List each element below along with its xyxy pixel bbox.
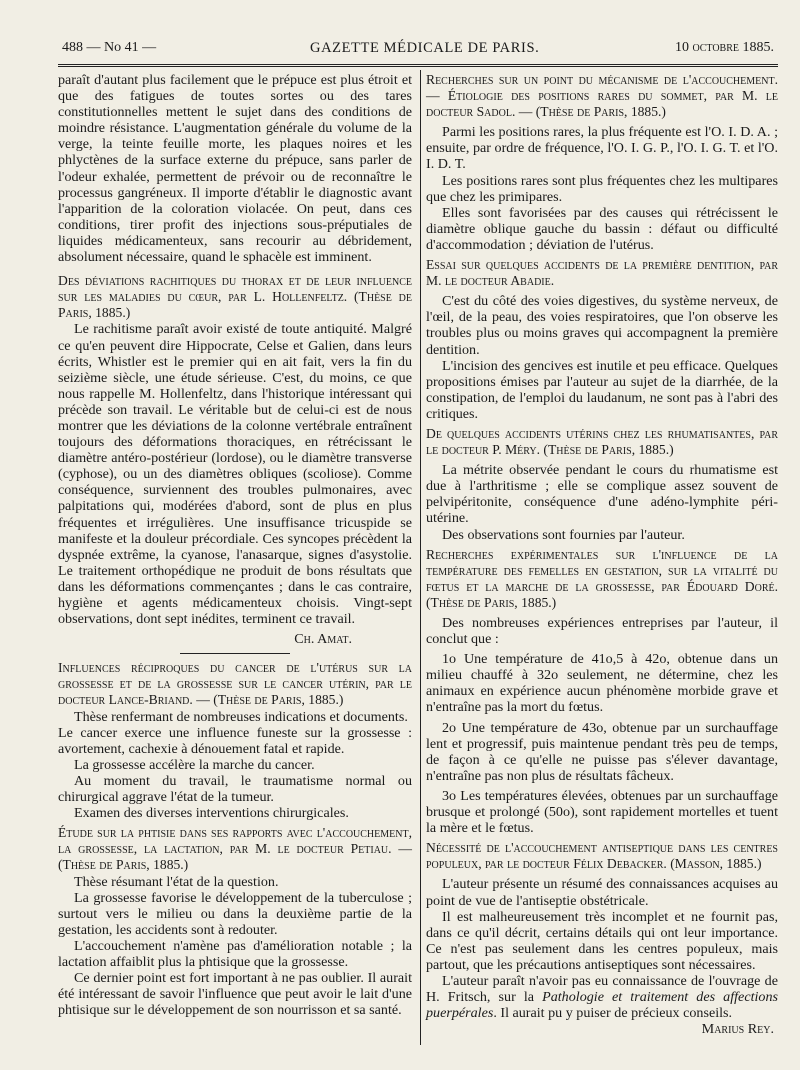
paragraph: Des observations sont fournies par l'auteur. bbox=[442, 526, 685, 543]
paragraph: Le cancer exerce une influence funeste sur la grossesse : avortement, cachexie à dénouement fatal et rapide. bbox=[58, 724, 412, 757]
paragraph: C'est du côté des voies digestives, du système nerveux, de l'œil, de la peau, des voies respiratoires, que l'on observe les troubles plus ou moins graves qui accompagnent la première dentition. bbox=[426, 293, 778, 358]
paragraph: L'auteur présente un résumé des connaissances acquises au point de vue de l'antiseptie obstétricale. bbox=[426, 876, 778, 909]
paragraph: La métrite observée pendant le cours du rhumatisme est due à l'arthritisme ; elle se complique assez souvent de pelvipéritonite, conséquence d'une adéno-lymphite péri-utérine. bbox=[426, 462, 778, 527]
section-heading: Recherches expérimentales sur l'influence de la température des femelles en gestation, sur la vitalité du fœtus et la marche de la grossesse, par Édouard Doré. (Thèse de Paris, 1885.) bbox=[426, 546, 778, 610]
paragraph: Elles sont favorisées par des causes qui rétrécissent le diamètre oblique gauche du bassin : défaut ou difficulté d'accommodation ; déviation de l'utérus. bbox=[426, 204, 778, 253]
paragraph: Thèse renfermant de nombreuses indications et documents. bbox=[74, 708, 408, 725]
section-heading: De quelques accidents utérins chez les rhumatisantes, par le docteur P. Méry. (Thèse de Paris, 1885.) bbox=[426, 425, 778, 458]
paragraph: Il est malheureusement très incomplet et ne fournit pas, dans ce qu'il décrit, certains détails qui ont leur importance. Ce n'est pas seulement dans les centres populeux, mais partout, que les précautions antiseptiques sont nécessaires. bbox=[426, 908, 778, 973]
page-number: 488 bbox=[62, 40, 83, 55]
paragraph: Parmi les positions rares, la plus fréquente est l'O. I. D. A. ; ensuite, par ordre de fréquence, l'O. I. G. P., l'O. I. G. T. et l'O. I. D. T. bbox=[426, 124, 778, 173]
paragraph: Les positions rares sont plus fréquentes chez les multipares que chez les primipares. bbox=[426, 172, 778, 205]
text-run: L'auteur paraît n'avoir pas eu connaissance de l'ouvrage de H. Fritsch, sur la bbox=[426, 972, 778, 1006]
page-header bbox=[62, 38, 774, 60]
paragraph: Le rachitisme paraît avoir existé de toute antiquité. Malgré ce qu'en peuvent dire Hippocrate, Celse et Galien, dans leurs écrits, Whistler est le premier qui en ait fait, vers la fin du seizième siècle, une étude sérieuse. C'est, du moins, ce que nous rappelle M. Hollenfeltz, dans l'historique intéressant qui précède son travail. Le véritable but de celui-ci est de nous montrer que les déviations de la colonne vertébrale entraînent toujours des déformations thoraciques, en rétrécissant le diamètre antéro-postérieur (lordose), ou le diamètre transverse (cyphose), ou un des diamètres obliques (scoliose). Comme conséquence, surviennent des troubles pulmonaires, avec palpitations qui, modérées d'abord, sont de plus en plus fréquentes et irrégulières. Une insuffisance tricuspide se manifeste et la douleur précordiale. Ces syncopes précèdent la dyspnée extrême, la cyanose, l'anasarque, signes d'asystolie. Le traitement orthopédique ne produit de bons résultats que dans les déformations commençantes ; dans le cas contraire, hygiène et agents médicamenteux choisis. Vingt-sept observations, dont sept inédites, terminent ce travail. bbox=[58, 321, 412, 628]
section-heading: Influences réciproques du cancer de l'utérus sur la grossesse et de la grossesse sur le cancer utérin, par le docteur Lance-Briand. — (Thèse de Paris, 1885.) bbox=[58, 660, 412, 708]
section-heading: Recherches sur un point du mécanisme de l'accouchement. — Étiologie des positions rares du sommet, par M. le docteur Sadol. — (Thèse de Paris, 1885.) bbox=[426, 72, 778, 120]
paragraph: Ce dernier point est fort important à ne pas oublier. Il aurait été intéressant de savoir l'influence que peut avoir le lait d'une phtisique sur le développement de son nourrisson et sa santé. bbox=[58, 970, 412, 1019]
paragraph: L'incision des gencives est inutile et peu efficace. Quelques propositions émises par l'auteur au sujet de la diarrhée, de la constipation, de l'emploi du laudanum, ne sont pas à l'abri des critiques. bbox=[426, 357, 778, 422]
paragraph: 2o Une température de 43o, obtenue par un surchauffage lent et progressif, puis maintenue pendant très peu de temps, de façon à ce qu'elle ne puisse pas s'élever davantage, n'entraîne pas non plus de résultats fâcheux. bbox=[426, 719, 778, 784]
page-number-issue bbox=[62, 40, 156, 56]
issue-date: 10 octobre 1885. bbox=[675, 40, 774, 55]
paragraph bbox=[426, 973, 778, 1021]
paragraph: La grossesse favorise le développement de la tuberculose ; surtout vers le milieu ou dans la deuxième partie de la gestation, les accidents sont à redouter. bbox=[58, 889, 412, 938]
paragraph: Au moment du travail, le traumatisme normal ou chirurgical aggrave l'état de la tumeur. bbox=[58, 772, 412, 806]
paragraph: Examen des diverses interventions chirurgicales. bbox=[74, 805, 349, 822]
book-title: Pathologie et traitement des affections puerpérales bbox=[426, 989, 778, 1022]
left-column bbox=[58, 72, 412, 1018]
column-rule bbox=[420, 70, 421, 1045]
signature: Marius Rey. bbox=[701, 1021, 774, 1038]
paragraph: L'accouchement n'amène pas d'amélioration notable ; la lactation affaiblit plus la phtisique que la grossesse. bbox=[58, 937, 412, 970]
section-heading: Étude sur la phtisie dans ses rapports avec l'accouchement, la grossesse, la lactation, par M. le docteur Petiau. — (Thèse de Paris, 1885.) bbox=[58, 825, 412, 873]
right-column bbox=[426, 72, 778, 1037]
paragraph: 1o Une température de 41o,5 à 42o, obtenue dans un milieu chauffé à 32o seulement, ne détermine, chez les animaux en expérience aucun phénomène morbide grave et n'entraîne pas la mort du fœtus. bbox=[426, 651, 778, 716]
paragraph: 3o Les températures élevées, obtenues par un surchauffage brusque et prolongé (50o), sont rapidement mortelles et tuent la mère et le fœtus. bbox=[426, 787, 778, 837]
paragraph: Thèse résumant l'état de la question. bbox=[74, 873, 279, 890]
section-heading: Nécessité de l'accouchement antiseptique dans les centres populeux, par le docteur Félix Debacker. (Masson, 1885.) bbox=[426, 840, 778, 872]
divider bbox=[180, 653, 290, 654]
section-heading: Des déviations rachitiques du thorax et de leur influence sur les maladies du cœur, par L. Hollenfeltz. (Thèse de Paris, 1885.) bbox=[58, 273, 412, 321]
header-rule bbox=[58, 64, 778, 67]
text-run: . Il aurait pu y puiser de précieux conseils. bbox=[493, 1005, 733, 1022]
journal-title: GAZETTE MÉDICALE DE PARIS. bbox=[310, 40, 540, 56]
paragraph: La grossesse accélère la marche du cancer. bbox=[74, 756, 315, 773]
paragraph: Des nombreuses expériences entreprises par l'auteur, il conclut que : bbox=[426, 615, 778, 648]
signature: Ch. Amat. bbox=[294, 631, 352, 648]
section-heading: Essai sur quelques accidents de la première dentition, par M. le docteur Abadie. bbox=[426, 257, 778, 289]
issue-number: — No 41 — bbox=[86, 40, 157, 55]
paragraph: paraît d'autant plus facilement que le prépuce est plus étroit et que des fatigues de toutes sortes ou des tares constitutionnelles mettent le sujet dans des conditions de moindre résistance. L'augmentation générale du volume de la verge, la teinte feuille morte, les plaques noires et les phlyctènes de la surface externe du prépuce, sans parler de l'odeur exhalée, permettent de prévoir ou de reconnaître le processus gangréneux. Il importe d'établir le diagnostic avant l'apparition de la coloration violacée. On peut, dans ces conditions, tirer profit des injections sous-préputiales de liquides médicamenteux, sans recourir au débridement, absolument nécessaire, quand le sphacèle est imminent. bbox=[58, 72, 412, 266]
